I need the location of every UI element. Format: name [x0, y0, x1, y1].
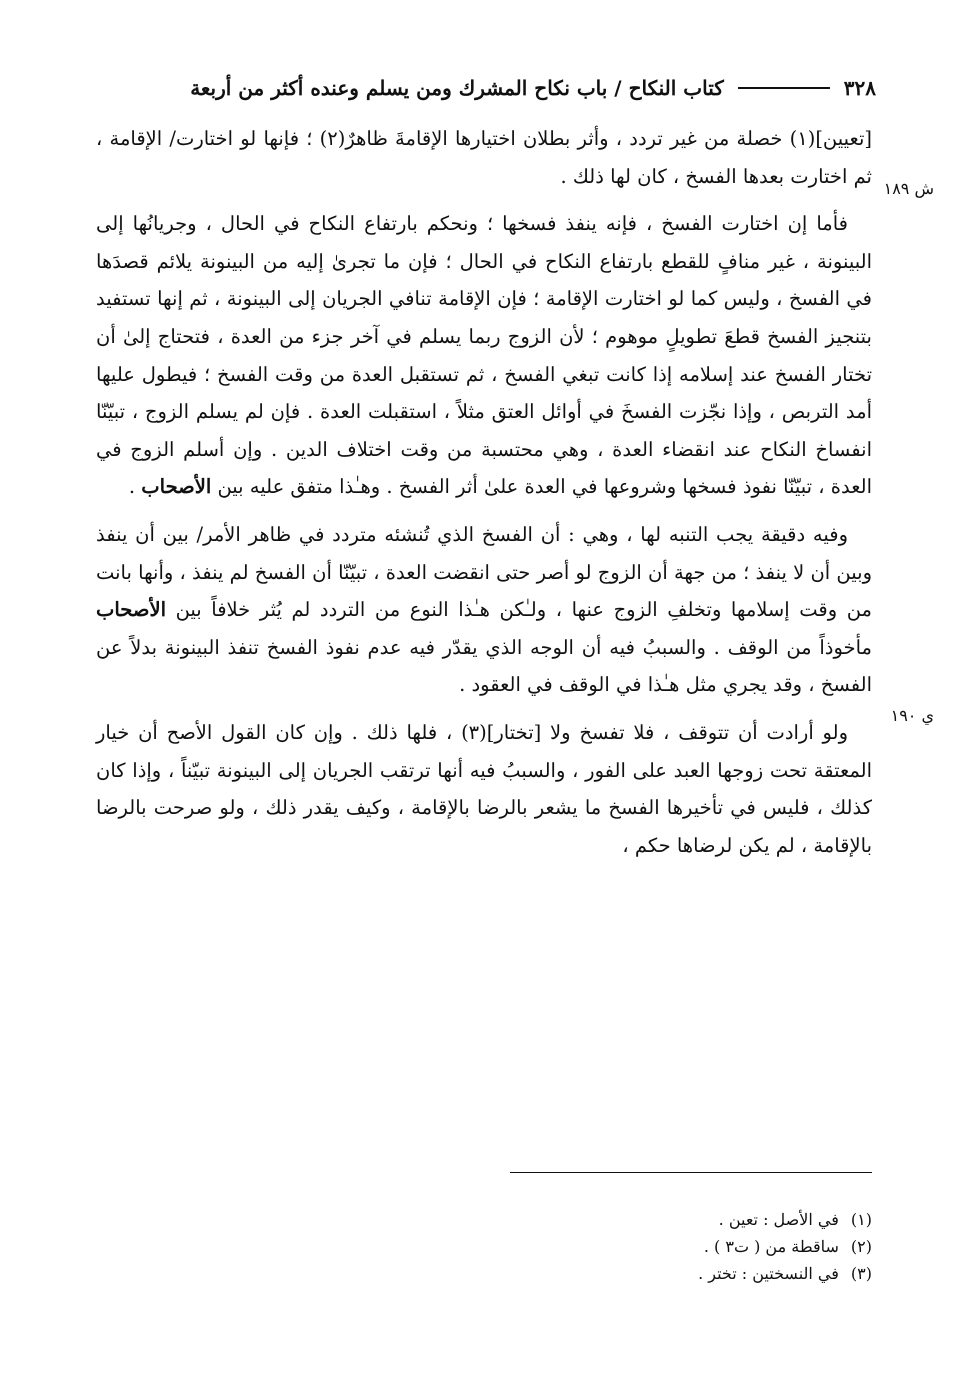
footnote-1	[472, 1206, 872, 1233]
header-title: كتاب النكاح / باب نكاح المشرك ومن يسلم وعنده أكثر من أربعة	[190, 76, 724, 100]
footnote-text: في النسختين : تختر .	[698, 1264, 839, 1283]
footnote-text: في الأصل : تعين .	[718, 1210, 839, 1229]
paragraph-2-text: فأما إن اختارت الفسخ ، فإنه ينفذ فسخها ؛ ونحكم بارتفاع النكاح في الحال ، وجريانُها إلى البينونة ، غير منافٍ للقطع بارتفاع النكاح في الحال ؛ فإن ما تجرىٰ إليه من البينونة يلائم قصدَها في الفسخ ، وليس كما لو اختارت الإقامة ؛ فإن الإقامة تنافي الجريان إلى البينونة ، ثم إنها تستفيد بتنجيز الفسخ قطعَ تطويلٍ موهوم ؛ لأن الزوج ربما يسلم في آخر جزء من العدة ، فتحتاج إلىٰ أن تختار الفسخ عند إسلامه إذا كانت تبغي الفسخ ، ثم تستقبل العدة من وقت الفسخ ؛ فيطول عليها أمد التربص ، وإذا نجّزت الفسخَ في أوائل العتق مثلاً ، استقبلت العدة . فإن لم يسلم الزوج ، تبيّنّا انفساخ النكاح عند انقضاء العدة ، وهي محتسبة من وقت اختلاف الدين . وإن أسلم الزوج في العدة ، تبيّنّا نفوذ فسخها وشروعها في العدة علىٰ أثر الفسخ . وهـٰذا متفق عليه بين	[96, 212, 872, 499]
paragraph-3	[96, 516, 872, 704]
footnote-3	[472, 1260, 872, 1287]
footnote-text: ساقطة من ( ت٣ ) .	[703, 1237, 839, 1256]
paragraph-3-text: وفيه دقيقة يجب التنبه لها ، وهي : أن الفسخ الذي تُنشئه متردد في ظاهر الأمر/ بين أن ينفذ وبين أن لا ينفذ ؛ من جهة أن الزوج لو أصر حتى انقضت العدة ، تبيّنّا أن الفسخ لم ينفذ ، وأنها بانت من وقت إسلامها وتخلفِ الزوج عنها ، ولـٰكن هـٰذا النوع من التردد لم يُثر خلافاً بين	[95, 522, 872, 622]
paragraph-4: ولو أرادت أن تتوقف ، فلا تفسخ ولا [تختار](٣) ، فلها ذلك . وإن كان القول الأصح أن خيار المعتقة تحت زوجها العبد على الفور ، والسببُ فيه أنها ترتقب الجريان إلى البينونة تبيّناً ، وإذا كان كذلك ، فليس في تأخيرها الفسخ ما يشعر بالرضا بالإقامة ، وكيف يقدر ذلك ، ولو صرحت بالرضا بالإقامة ، لم يكن لرضاها حكم ،	[96, 720, 872, 857]
margin-note-2: ي ١٩٠	[890, 706, 934, 725]
bold-term-2: الأصحاب	[96, 598, 166, 622]
margin-note-1: ش ١٨٩	[883, 179, 934, 198]
main-text	[96, 120, 872, 864]
paragraph-2	[96, 205, 872, 506]
footnote-rule	[510, 1172, 872, 1173]
running-header	[96, 76, 876, 100]
footnotes	[472, 1206, 872, 1287]
paragraph-3-tail: مأخوذاً من الوقف . والسببُ فيه أن الوجه الذي يقدّر فيه عدم نفوذ الفسخ تنفذ البينونة بدلاً عن الفسخ ، وقد يجري مثل هـٰذا في الوقف في العقود .	[96, 635, 872, 697]
footnote-number: (١)	[850, 1210, 872, 1229]
bold-term: الأصحاب	[141, 475, 212, 499]
footnote-number: (٣)	[850, 1264, 872, 1283]
footnote-2	[472, 1233, 872, 1260]
paragraph-2-end: .	[128, 475, 142, 499]
paragraph-1: [تعيين](١) خصلة من غير تردد ، وأثر بطلان اختيارها الإقامةَ ظاهرٌ(٢) ؛ فإنها لو اختارت/ الإقامة ، ثم اختارت بعدها الفسخ ، كان لها ذلك .	[96, 127, 872, 188]
header-rule	[738, 87, 830, 89]
page-number: ٣٢٨	[843, 76, 876, 100]
footnote-number: (٢)	[850, 1237, 872, 1256]
